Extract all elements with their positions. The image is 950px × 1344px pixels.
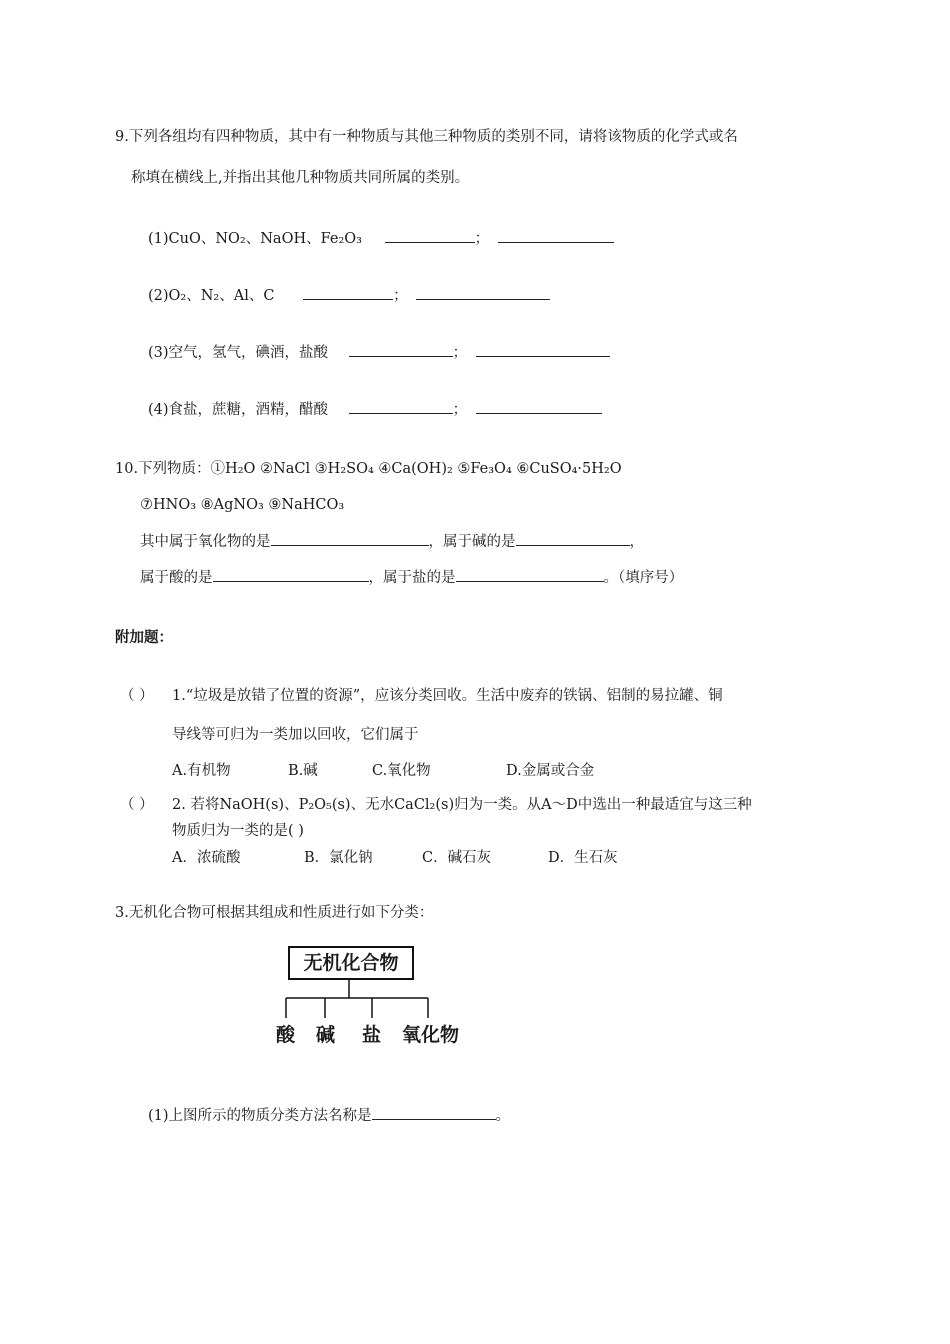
q10-salt-prefix: ，属于盐的是 xyxy=(368,570,456,586)
q9-intro-line1: 9.下列各组均有四种物质，其中有一种物质与其他三种物质的类别不同，请将该物质的化学式或名 xyxy=(115,129,738,145)
extra-q1-option-c[interactable]: C.氧化物 xyxy=(372,763,431,779)
q10-oxide-prefix: 其中属于氧化物的是 xyxy=(140,534,271,550)
extra-q1-line2: 导线等可归为一类加以回收，它们属于 xyxy=(172,727,419,743)
q9-item-2-blank-b[interactable] xyxy=(416,285,550,300)
extra-q2-option-c[interactable]: C．碱石灰 xyxy=(422,850,492,866)
q10-line1: 10.下列物质：①H₂O ②NaCl ③H₂SO₄ ④Ca(OH)₂ ⑤Fe₃O₄ ⑥CuSO₄·5H₂O xyxy=(115,461,622,477)
q10-line3 xyxy=(140,531,644,552)
extra-heading: 附加题： xyxy=(115,630,173,646)
extra-q1-option-b[interactable]: B.碱 xyxy=(288,763,318,779)
q9-item-4-blank-b[interactable] xyxy=(476,399,602,414)
extra-q3-sub1-blank[interactable] xyxy=(372,1105,496,1120)
extra-q2-paren[interactable]: （ ） xyxy=(120,797,154,813)
q10-base-prefix: ，属于碱的是 xyxy=(428,534,516,550)
q10-line2: ⑦HNO₃ ⑧AgNO₃ ⑨NaHCO₃ xyxy=(140,497,345,513)
extra-q1-line1: 1.“垃圾是放错了位置的资源”，应该分类回收。生活中废弃的铁锅、铝制的易拉罐、铜 xyxy=(172,688,723,704)
extra-q3-sub1-end: 。 xyxy=(495,1108,511,1124)
q9-item-4-text: (4)食盐，蔗糖，酒精，醋酸 xyxy=(148,402,329,418)
q9-item-3-blank-a[interactable] xyxy=(349,342,453,357)
q10-acid-blank[interactable] xyxy=(213,567,369,582)
q9-item-1: (1)CuO、NO₂、NaOH、Fe₂O₃ ； xyxy=(148,228,614,249)
diagram-child-salt: 盐 xyxy=(362,1024,382,1046)
q9-item-3-blank-b[interactable] xyxy=(476,342,610,357)
q9-item-4-blank-a[interactable] xyxy=(349,399,453,414)
q10-line4 xyxy=(140,567,683,588)
extra-q1-options xyxy=(172,761,594,781)
classification-diagram xyxy=(270,942,470,1052)
extra-q2-options xyxy=(172,848,618,868)
q10-tail2: 。（填序号） xyxy=(603,570,684,586)
q9-item-3: (3)空气，氢气，碘酒，盐酸 ； xyxy=(148,342,610,363)
q10-acid-prefix: 属于酸的是 xyxy=(140,570,213,586)
q9-item-3-text: (3)空气，氢气，碘酒，盐酸 xyxy=(148,345,329,361)
q9-item-2-text: (2)O₂、N₂、Al、C xyxy=(148,288,275,304)
q9-item-1-text: (1)CuO、NO₂、NaOH、Fe₂O₃ xyxy=(148,231,362,247)
diagram-child-base: 碱 xyxy=(316,1024,336,1046)
extra-q2-line1: 2. 若将NaOH(s)、P₂O₅(s)、无水CaCl₂(s)归为一类。从A～D中选出一种最适宜与这三种 xyxy=(172,797,752,813)
extra-q1-paren[interactable]: （ ） xyxy=(120,688,154,704)
extra-q2-option-b[interactable]: B．氯化钠 xyxy=(304,850,373,866)
extra-q3-sub1 xyxy=(148,1105,510,1126)
extra-q2-option-a[interactable]: A．浓硫酸 xyxy=(172,850,241,866)
q10-tail1: ， xyxy=(629,534,644,550)
diagram-child-oxide: 氧化物 xyxy=(402,1024,460,1046)
extra-q1-option-a[interactable]: A.有机物 xyxy=(172,763,231,779)
q10-oxide-blank[interactable] xyxy=(271,531,429,546)
extra-q1-option-d[interactable]: D.金属或合金 xyxy=(506,763,595,779)
q10-salt-blank[interactable] xyxy=(456,567,604,582)
q9-item-2: (2)O₂、N₂、Al、C ； xyxy=(148,285,550,306)
extra-q3-title: 3.无机化合物可根据其组成和性质进行如下分类： xyxy=(115,905,434,921)
q10-base-blank[interactable] xyxy=(516,531,630,546)
diagram-root: 无机化合物 xyxy=(288,946,414,980)
q9-intro-line2: 称填在横线上,并指出其他几种物质共同所属的类别。 xyxy=(131,170,470,186)
extra-q3-sub1-text: (1)上图所示的物质分类方法名称是 xyxy=(148,1108,372,1124)
q9-item-1-blank-a[interactable] xyxy=(385,228,475,243)
extra-q2-line2: 物质归为一类的是( ) xyxy=(172,823,304,839)
q9-item-4: (4)食盐，蔗糖，酒精，醋酸 ； xyxy=(148,399,602,420)
q9-item-2-blank-a[interactable] xyxy=(303,285,393,300)
diagram-child-acid: 酸 xyxy=(276,1024,296,1046)
q9-item-1-blank-b[interactable] xyxy=(498,228,614,243)
extra-q2-option-d[interactable]: D．生石灰 xyxy=(548,850,618,866)
